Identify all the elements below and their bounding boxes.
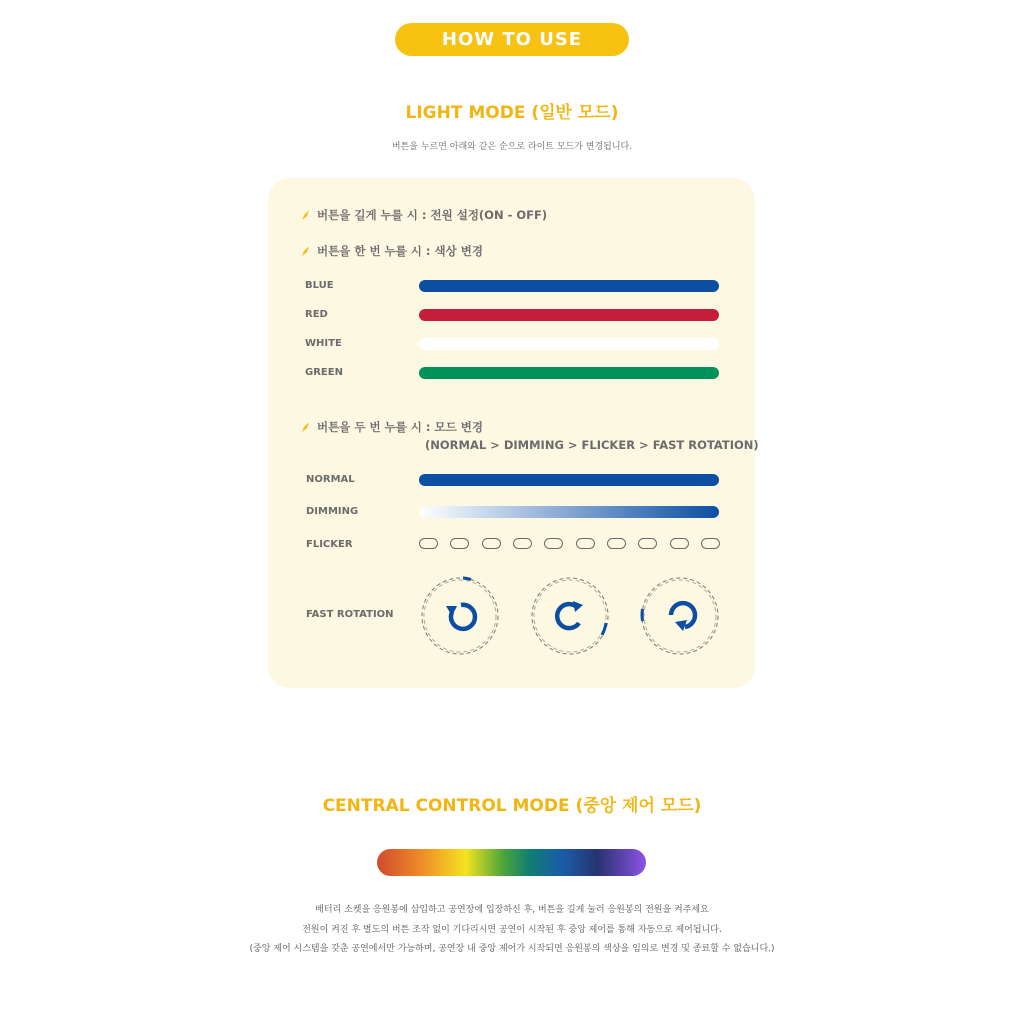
note-mode-text: 버튼을 두 번 누를 시 : 모드 변경 — [317, 420, 483, 434]
rotation-step-2 — [529, 575, 611, 657]
leaf-icon — [301, 245, 310, 257]
central-mode-desc-2: 전원이 켜진 후 별도의 버튼 조작 없이 기다리시면 공연이 시작된 후 중앙 제어를 통해 자동으로 제어됩니다. — [302, 925, 722, 935]
note-color-text: 버튼을 한 번 누를 시 : 색상 변경 — [317, 244, 483, 258]
mode-label-fast-rotation: FAST ROTATION — [306, 609, 394, 620]
flicker-pill — [701, 538, 720, 549]
flicker-pill — [607, 538, 626, 549]
leaf-icon — [301, 209, 310, 221]
note-mode-order: (NORMAL > DIMMING > FLICKER > FAST ROTATION) — [425, 438, 759, 452]
mode-bar-normal — [419, 474, 719, 486]
flicker-pill — [450, 538, 469, 549]
mode-label-dimming: DIMMING — [306, 506, 359, 517]
central-mode-desc-3: (중앙 제어 시스템을 갖춘 공연에서만 가능하며, 공연장 내 중앙 제어가 시작되면 응원봉의 색상을 임의로 변경 및 종료할 수 없습니다.) — [249, 944, 775, 954]
rotate-arrow-icon — [419, 575, 501, 657]
color-label-white: WHITE — [305, 338, 342, 349]
flicker-pill — [419, 538, 438, 549]
leaf-icon — [301, 421, 310, 433]
rotate-arrow-icon — [639, 575, 721, 657]
rotate-arrow-icon — [529, 575, 611, 657]
how-to-use-header: HOW TO USE — [395, 23, 629, 56]
rotation-step-3 — [639, 575, 721, 657]
color-spectrum-bar — [377, 849, 646, 876]
color-bar-blue — [419, 280, 719, 292]
central-mode-desc-1: 배터리 소켓을 응원봉에 삽입하고 공연장에 입장하신 후, 버튼을 길게 눌러 응원봉의 전원을 켜주세요 — [315, 905, 709, 915]
flicker-pill — [576, 538, 595, 549]
color-label-green: GREEN — [305, 367, 343, 378]
color-label-red: RED — [305, 309, 328, 320]
central-mode-title: CENTRAL CONTROL MODE (중앙 제어 모드) — [322, 796, 702, 816]
color-bar-white — [419, 338, 719, 350]
flicker-pill — [513, 538, 532, 549]
flicker-pill — [544, 538, 563, 549]
color-bar-green — [419, 367, 719, 379]
mode-label-flicker: FLICKER — [306, 539, 353, 550]
flicker-indicator — [419, 538, 720, 549]
flicker-pill — [670, 538, 689, 549]
note-color — [301, 243, 483, 259]
color-label-blue: BLUE — [305, 280, 334, 291]
light-mode-title: LIGHT MODE (일반 모드) — [405, 103, 619, 123]
mode-label-normal: NORMAL — [306, 474, 355, 485]
color-bar-red — [419, 309, 719, 321]
note-power — [301, 207, 547, 223]
mode-bar-dimming — [419, 506, 719, 518]
note-power-text: 버튼을 길게 누를 시 : 전원 설정(ON - OFF) — [317, 208, 548, 222]
light-mode-subtitle: 버튼을 누르면 아래와 같은 순으로 라이트 모드가 변경됩니다. — [391, 142, 633, 152]
flicker-pill — [638, 538, 657, 549]
flicker-pill — [482, 538, 501, 549]
note-mode — [301, 419, 483, 435]
rotation-step-1 — [419, 575, 501, 657]
